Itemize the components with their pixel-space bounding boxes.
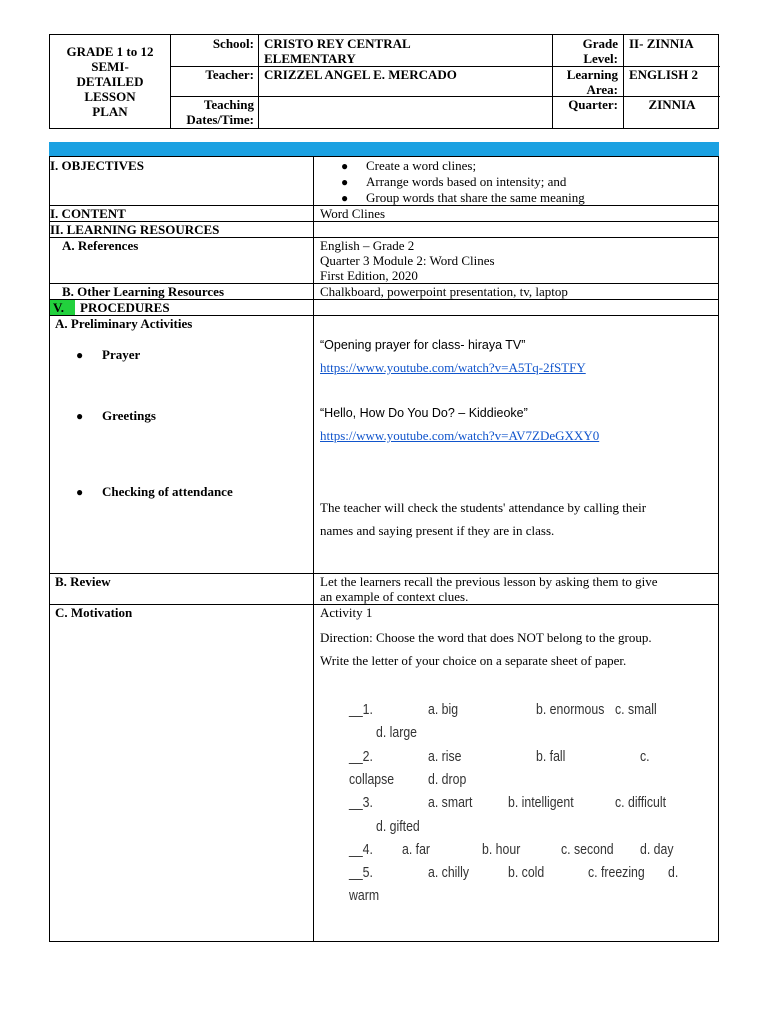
prayer-label: Prayer — [102, 347, 141, 362]
teacher-value: CRIZZEL ANGEL E. MERCADO — [264, 67, 457, 82]
list-item: Group words that share the same meaning — [366, 190, 585, 205]
area-value: ENGLISH 2 — [629, 67, 698, 82]
divider — [623, 35, 624, 128]
list-item: c. second — [561, 841, 614, 858]
other-resources-value: Chalkboard, powerpoint presentation, tv, laptop — [320, 284, 568, 299]
list-item: b. fall — [536, 748, 566, 765]
list-item: d. day — [640, 841, 674, 858]
school-value: CRISTO REY CENTRAL ELEMENTARY — [264, 36, 411, 66]
review-text: Let the learners recall the previous lesson by asking them to give an example of context clues. — [320, 574, 658, 604]
content-value: Word Clines — [320, 206, 386, 221]
content-label: I. CONTENT — [50, 206, 126, 221]
divider — [50, 604, 718, 605]
list-item: a. big — [428, 701, 459, 718]
list-item: a. chilly — [428, 864, 470, 881]
greetings-label: Greetings — [102, 408, 156, 423]
divider — [313, 157, 314, 941]
area-label: Learning Area: — [566, 67, 618, 97]
list-item: c. small — [615, 701, 657, 718]
quarter-value: ZINNIA — [648, 97, 696, 112]
activity-title: Activity 1 — [320, 605, 373, 620]
list-item: c. difficult — [615, 794, 667, 811]
prayer-link[interactable]: https://www.youtube.com/watch?v=A5Tq-2fSTFY — [320, 360, 586, 375]
objectives-label: I. OBJECTIVES — [50, 158, 144, 173]
dates-label: Teaching Dates/Time: — [186, 97, 254, 127]
procedures-label: PROCEDURES — [80, 300, 170, 315]
bullet-icon: ● — [76, 485, 84, 499]
list-item: d. drop — [428, 771, 467, 788]
list-item: a. smart — [428, 794, 473, 811]
bullet-icon: ● — [341, 191, 349, 205]
bullet-icon: ● — [76, 348, 84, 362]
section-bar — [49, 142, 719, 156]
list-item: __5. — [349, 864, 373, 881]
header-table — [49, 34, 719, 129]
attendance-text: The teacher will check the students' attendance by calling their names and saying present if they are in class. — [320, 500, 647, 538]
list-item: __2. — [349, 748, 373, 765]
resources-label: II. LEARNING RESOURCES — [50, 222, 220, 237]
greetings-link[interactable]: https://www.youtube.com/watch?v=AV7ZDeGXXY0 — [320, 428, 600, 443]
list-item: c. freezing — [588, 864, 645, 881]
list-item: Arrange words based on intensity; and — [366, 174, 567, 189]
list-item: __1. — [349, 701, 373, 718]
list-item: a. far — [402, 841, 431, 858]
list-item: Create a word clines; — [366, 158, 477, 173]
list-item: __4. — [349, 841, 373, 858]
preliminary-label: A. Preliminary Activities — [55, 316, 193, 331]
list-item: __3. — [349, 794, 373, 811]
bullet-icon: ● — [341, 175, 349, 189]
list-item: a. rise — [428, 748, 462, 765]
greetings-text: “Hello, How Do You Do? – Kiddieoke” — [320, 406, 528, 420]
grade-label: Grade Level: — [582, 36, 618, 66]
divider — [258, 35, 259, 128]
references-label: A. References — [62, 238, 139, 253]
lesson-table — [49, 156, 719, 942]
list-item: d. — [668, 864, 679, 881]
quarter-label: Quarter: — [568, 97, 618, 112]
other-resources-label: B. Other Learning Resources — [62, 284, 225, 299]
school-label: School: — [212, 36, 254, 51]
list-item: b. hour — [482, 841, 521, 858]
list-item: b. cold — [508, 864, 545, 881]
teacher-label: Teacher: — [205, 67, 254, 82]
list-item: d. large — [376, 724, 418, 741]
prayer-text: “Opening prayer for class- hiraya TV” — [320, 338, 526, 352]
procedures-numeral: V. — [50, 300, 75, 315]
review-label: B. Review — [55, 574, 111, 589]
bullet-icon: ● — [76, 409, 84, 423]
list-item: warm — [349, 887, 380, 904]
list-item: c. — [640, 748, 650, 765]
motivation-label: C. Motivation — [55, 605, 133, 620]
attendance-label: Checking of attendance — [102, 484, 233, 499]
bullet-icon: ● — [341, 159, 349, 173]
list-item: collapse — [349, 771, 395, 788]
grade-value: II- ZINNIA — [629, 36, 694, 51]
activity-direction: Direction: Choose the word that does NOT belong to the group. Write the letter of your choice on a separate sheet of paper. — [320, 630, 652, 668]
plan-title: GRADE 1 to 12 SEMI- DETAILED LESSON PLAN — [66, 44, 154, 119]
references-value: English – Grade 2 Quarter 3 Module 2: Word Clines First Edition, 2020 — [320, 238, 495, 283]
list-item: d. gifted — [376, 818, 420, 835]
list-item: b. enormous — [536, 701, 605, 718]
list-item: b. intelligent — [508, 794, 574, 811]
